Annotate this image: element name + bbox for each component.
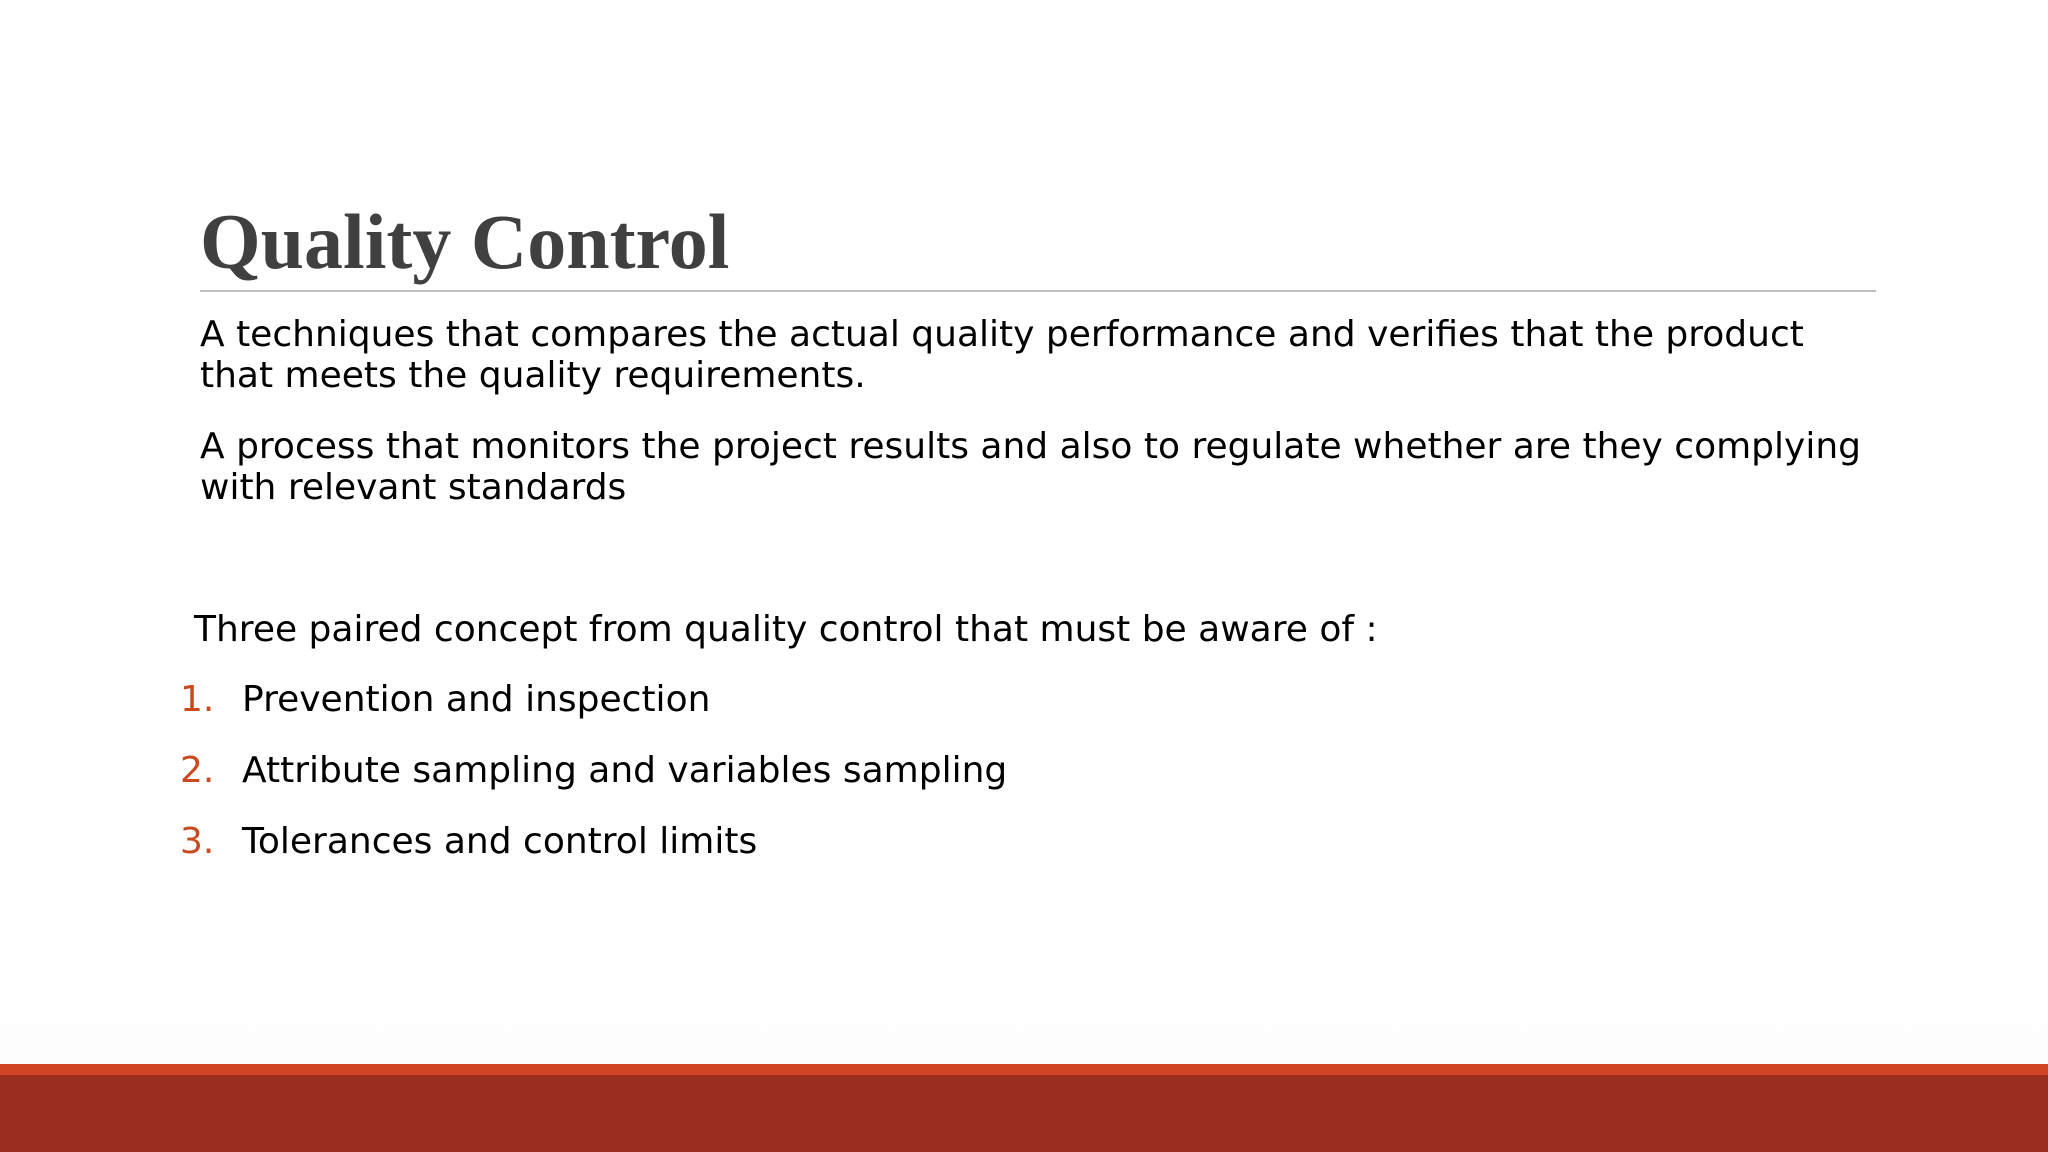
list-item [180,821,1007,892]
title-divider [200,290,1876,292]
footer-accent-stripe [0,1064,2048,1075]
definition-paragraph-1: A techniques that compares the actual quality performance and verifies that the product that meets the quality requirements. [200,314,1804,396]
list-marker: 2. [180,750,215,791]
list-item-text: Prevention and inspection [242,679,711,720]
list-item-text: Tolerances and control limits [242,821,758,862]
definition-paragraph-2: A process that monitors the project results and also to regulate whether are they complying with relevant standards [200,426,1861,508]
list-intro: Three paired concept from quality control that must be aware of : [194,609,1378,650]
slide-title: Quality Control [200,198,730,285]
list-item-text: Attribute sampling and variables sampling [242,750,1008,791]
paired-concepts-list [180,679,1007,892]
list-item [180,679,1007,750]
footer-bar [0,1075,2048,1152]
list-item [180,750,1007,821]
list-marker: 3. [180,821,215,862]
list-marker: 1. [180,679,215,720]
